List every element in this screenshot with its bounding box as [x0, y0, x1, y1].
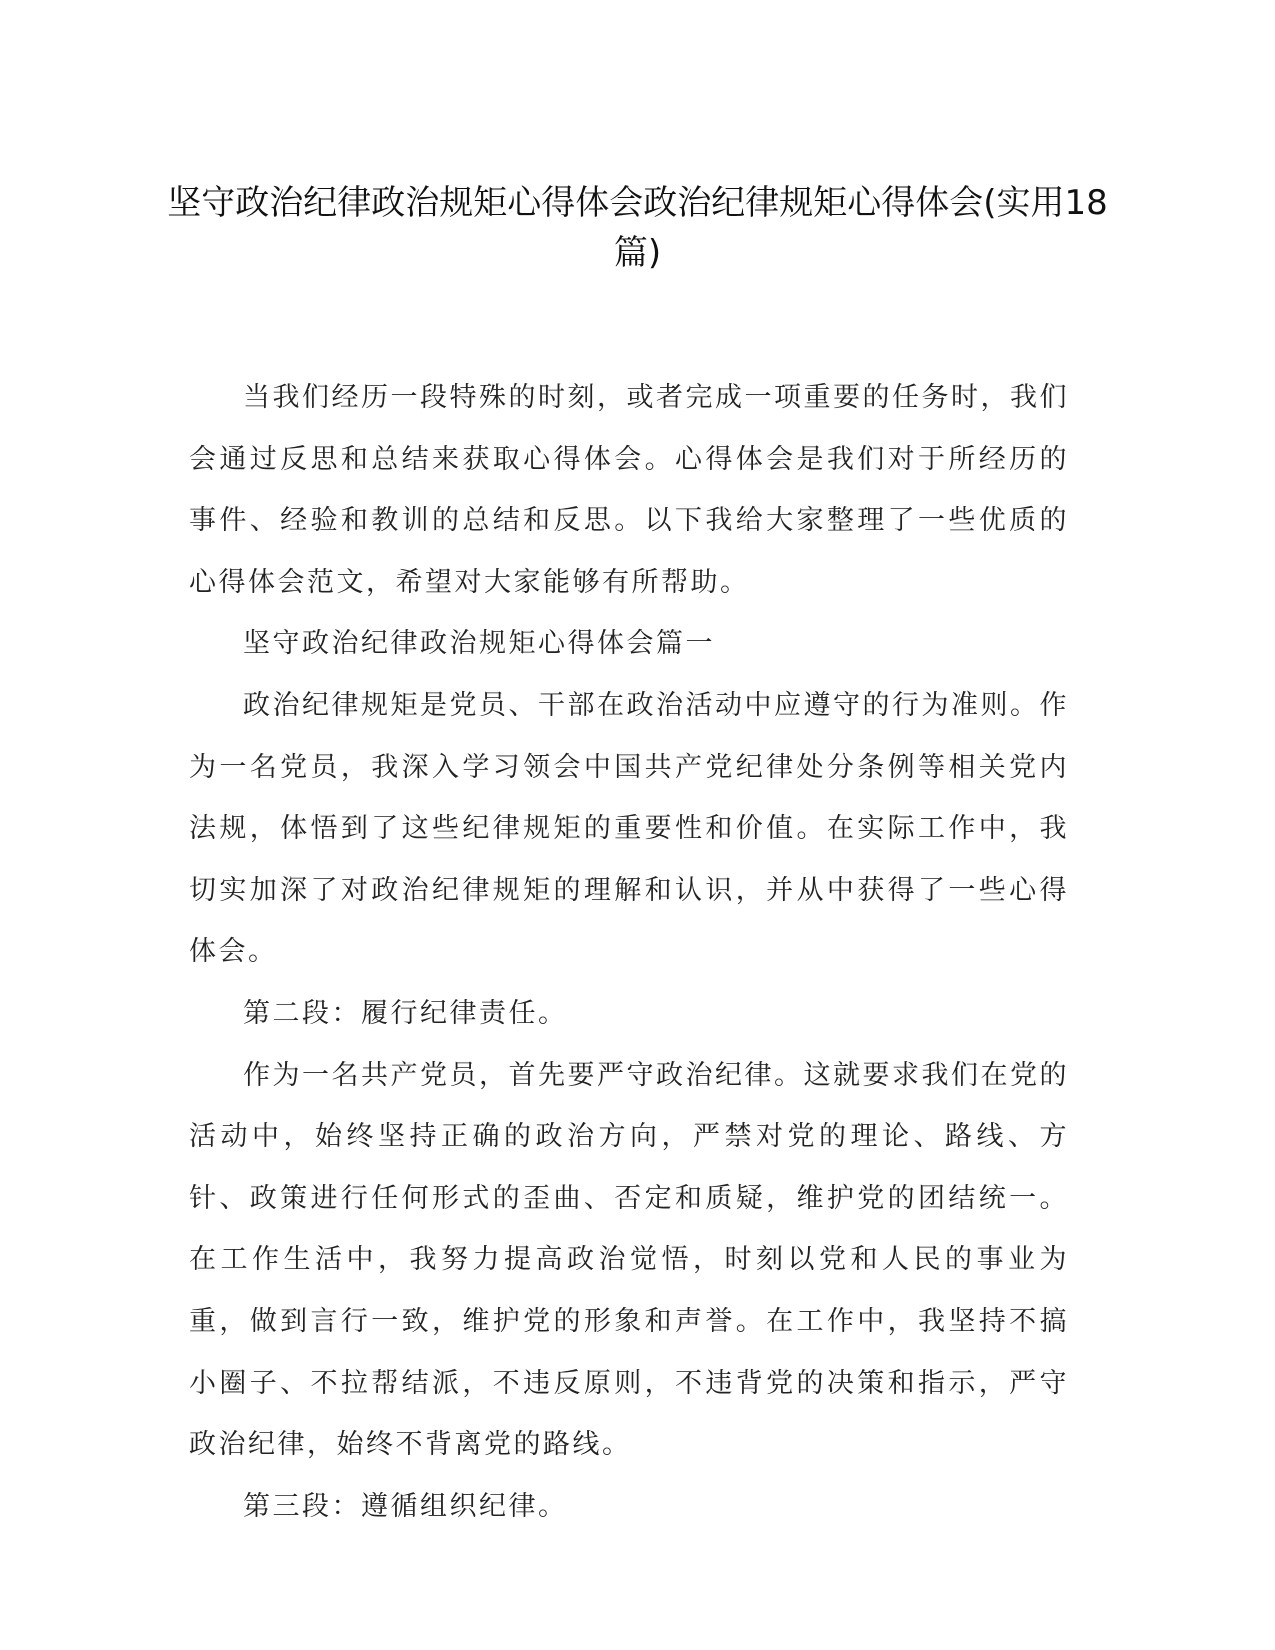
document-body [189, 367, 1069, 1537]
intro-paragraph: 当我们经历一段特殊的时刻，或者完成一项重要的任务时，我们会通过反思和总结来获取心得体会。心得体会是我们对于所经历的事件、经验和教训的总结和反思。以下我给大家整理了一些优质的心得体会范文，希望对大家能够有所帮助。 [189, 382, 1069, 598]
section-heading-part-one: 坚守政治纪律政治规矩心得体会篇一 [243, 628, 715, 660]
document-title: 坚守政治纪律政治规矩心得体会政治纪律规矩心得体会(实用18篇) [167, 183, 1108, 273]
section-two-paragraph: 作为一名共产党员，首先要严守政治纪律。这就要求我们在党的活动中，始终坚持正确的政治方向，严禁对党的理论、路线、方针、政策进行任何形式的歪曲、否定和质疑，维护党的团结统一。在工作生活中，我努力提高政治觉悟，时刻以党和人民的事业为重，做到言行一致，维护党的形象和声誉。在工作中，我坚持不搞小圈子、不拉帮结派，不违反原则，不违背党的决策和指示，严守政治纪律，始终不背离党的路线。 [189, 1059, 1069, 1461]
section-heading-third: 第三段：遵循组织纪律。 [243, 1490, 568, 1522]
section-heading-second: 第二段：履行纪律责任。 [243, 997, 568, 1029]
section-one-paragraph: 政治纪律规矩是党员、干部在政治活动中应遵守的行为准则。作为一名党员，我深入学习领会中国共产党纪律处分条例等相关党内法规，体悟到了这些纪律规矩的重要性和价值。在实际工作中，我切实加深了对政治纪律规矩的理解和认识，并从中获得了一些心得体会。 [189, 689, 1069, 968]
